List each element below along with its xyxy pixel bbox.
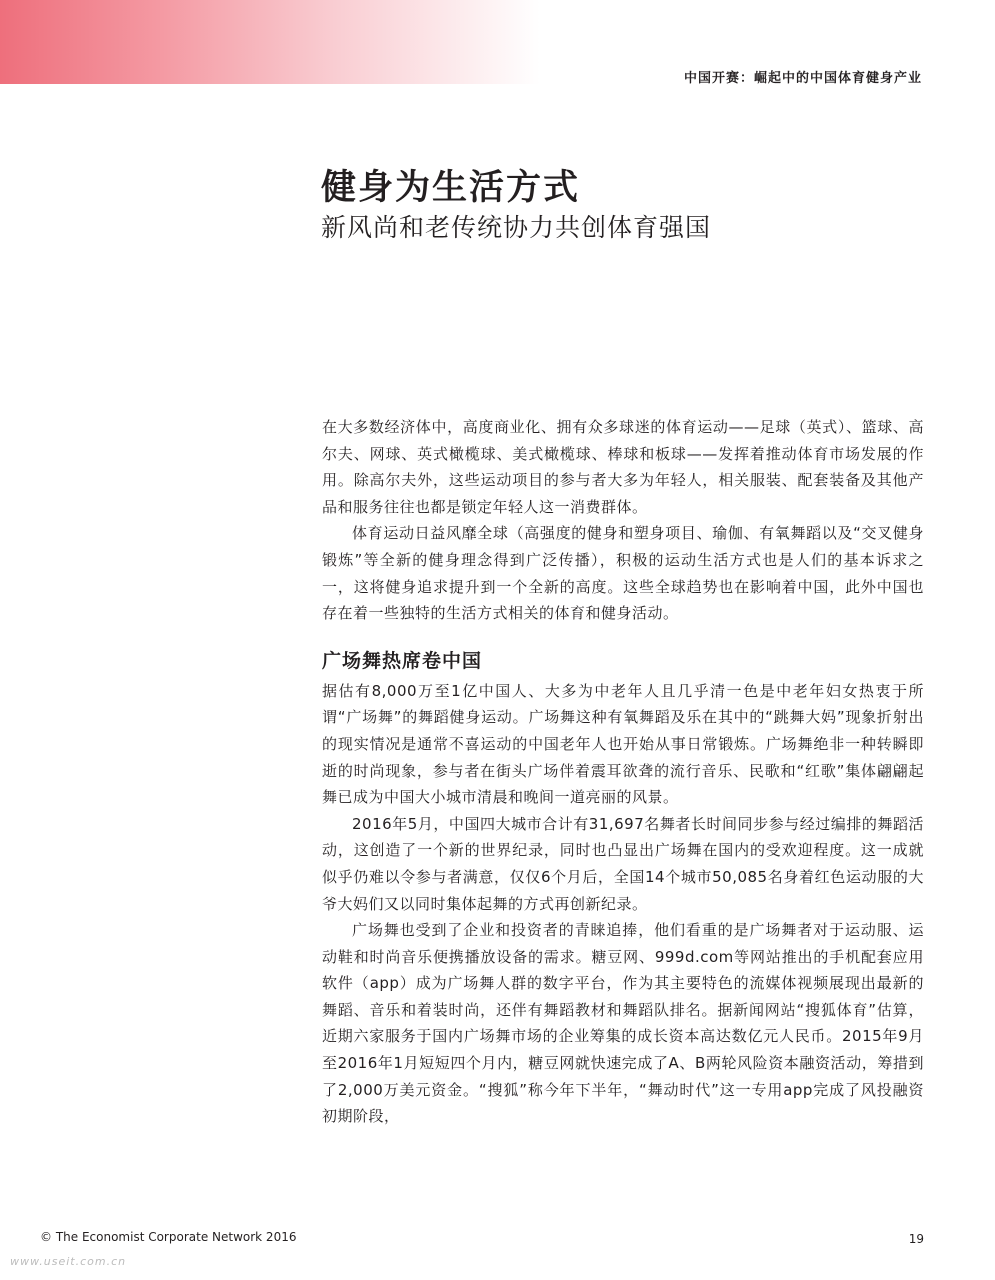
article-body [322,414,924,1130]
section-paragraph-2: 2016年5月，中国四大城市合计有31,697名舞者长时间同步参与经过编排的舞蹈活动，这创造了一个新的世界纪录，同时也凸显出广场舞在国内的受欢迎程度。这一成就似乎仍难以令参与者满意，仅仅6个月后，全国14个城市50,085名身着红色运动服的大爷大妈们又以同时集体起舞的方式再创新纪录。 [322,814,924,913]
article-title: 健身为生活方式 [321,168,581,208]
intro-paragraph-1: 在大多数经济体中，高度商业化、拥有众多球迷的体育运动——足球（英式）、篮球、高尔夫、网球、英式橄榄球、美式橄榄球、棒球和板球——发挥着推动体育市场发展的作用。除高尔夫外，这些运动项目的参与者大多为年轻人，相关服装、配套装备及其他产品和服务往往也都是锁定年轻人这一消费群体。 [322,418,924,516]
watermark: www.useit.com.cn [10,1255,127,1268]
section-paragraph-3: 广场舞也受到了企业和投资者的青睐追捧，他们看重的是广场舞者对于运动服、运动鞋和时尚音乐便携播放设备的需求。糖豆网、999d.com等网站推出的手机配套应用软件（app）成为广场舞人群的数字平台，作为其主要特色的流媒体视频展现出最新的舞蹈、音乐和着装时尚，还伴有舞蹈教材和舞蹈队排名。据新闻网站“搜狐体育”估算，近期六家服务于国内广场舞市场的企业筹集的成长资本高达数亿元人民币。2015年9月至2016年1月短短四个月内，糖豆网就快速完成了A、B两轮风险资本融资活动，筹措到了2,000万美元资金。“搜狐”称今年下半年，“舞动时代”这一专用app完成了风投融资初期阶段， [322,921,924,1126]
intro-paragraph-2: 体育运动日益风靡全球（高强度的健身和塑身项目、瑜伽、有氧舞蹈以及“交叉健身锻炼”等全新的健身理念得到广泛传播），积极的运动生活方式也是人们的基本诉求之一，这将健身追求提升到一个全新的高度。这些全球趋势也在影响着中国，此外中国也存在着一些独特的生活方式相关的体育和健身活动。 [322,524,924,623]
header-color-band [0,0,540,84]
page-number: 19 [908,1232,924,1246]
copyright-notice: © The Economist Corporate Network 2016 [40,1230,297,1244]
section-paragraph-1: 据估有8,000万至1亿中国人、大多为中老年人且几乎清一色是中老年妇女热衷于所谓“广场舞”的舞蹈健身运动。广场舞这种有氧舞蹈及乐在其中的“跳舞大妈”现象折射出的现实情况是通常不喜运动的中国老年人也开始从事日常锻炼。广场舞绝非一种转瞬即逝的时尚现象，参与者在街头广场伴着震耳欲聋的流行音乐、民歌和“红歌”集体翩翩起舞已成为中国大小城市清晨和晚间一道亮丽的风景。 [322,681,924,807]
running-header: 中国开赛：崛起中的中国体育健身产业 [683,71,922,86]
article-subtitle: 新风尚和老传统协力共创体育强国 [321,213,712,242]
section-heading: 广场舞热席卷中国 [322,649,483,672]
